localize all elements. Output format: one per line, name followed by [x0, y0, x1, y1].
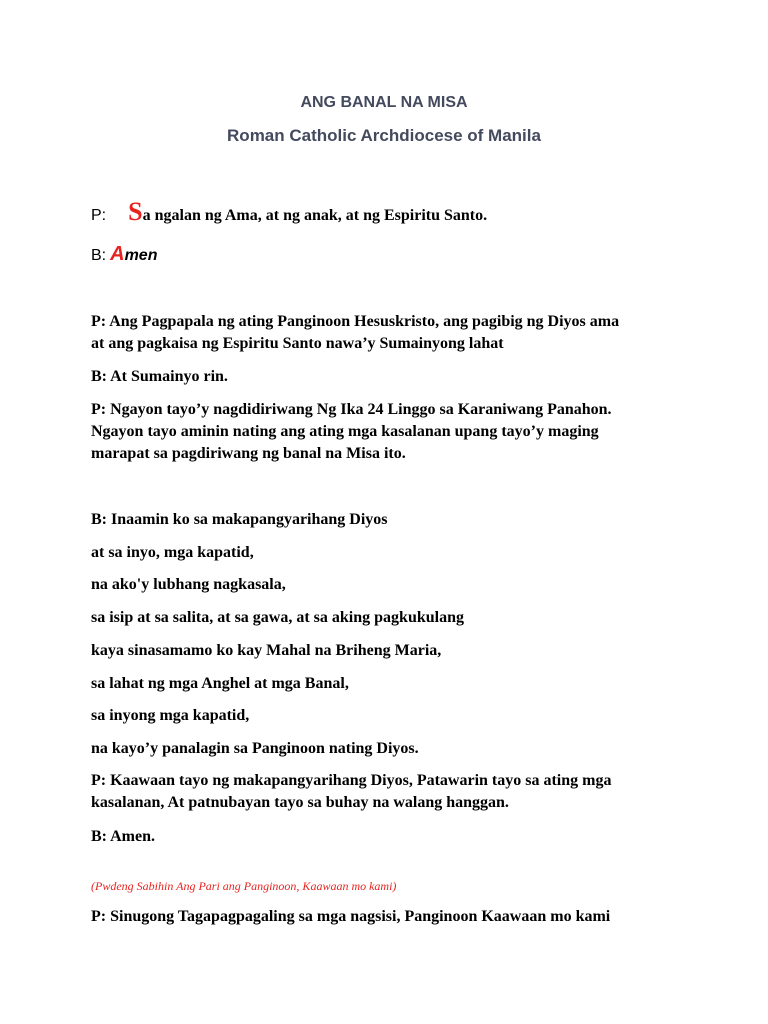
- paragraph-line: B: At Sumainyo rin.: [91, 368, 228, 385]
- paragraph-line: at ang pagkaisa ng Espiritu Santo nawa’y Sumainyong lahat: [91, 335, 504, 352]
- page-title: ANG BANAL NA MISA: [300, 94, 468, 111]
- amen-text: men: [124, 247, 158, 264]
- paragraph-line: Ngayon tayo aminin nating ang ating mga kasalanan upang tayo’y maging: [91, 423, 599, 440]
- confiteor-line: na kayo’y panalagin sa Panginoon nating Diyos.: [91, 740, 419, 757]
- speaker-label: B:: [91, 247, 107, 264]
- rubric-note: (Pwdeng Sabihin Ang Pari ang Panginoon, Kaawaan mo kami): [91, 879, 397, 893]
- confiteor-line: B: Inaamin ko sa makapangyarihang Diyos: [91, 511, 388, 528]
- paragraph-line: P: Sinugong Tagapagpagaling sa mga nagsisi, Panginoon Kaawaan mo kami: [91, 908, 611, 925]
- invocation-line: [91, 197, 691, 227]
- confiteor-line: sa isip at sa salita, at sa gawa, at sa aking pagkukulang: [91, 609, 464, 626]
- speaker-label: P:: [91, 207, 107, 224]
- drop-cap: S: [128, 197, 143, 226]
- confiteor-line: sa inyong mga kapatid,: [91, 707, 250, 724]
- paragraph-line: P: Ang Pagpapala ng ating Panginoon Hesuskristo, ang pagibig ng Diyos ama: [91, 313, 620, 330]
- amen-line: [91, 243, 691, 267]
- paragraph-line: P: Kaawaan tayo ng makapangyarihang Diyos, Patawarin tayo sa ating mga: [91, 772, 612, 789]
- paragraph-line: kasalanan, At patnubayan tayo sa buhay na walang hanggan.: [91, 794, 509, 811]
- drop-cap: A: [110, 243, 125, 265]
- confiteor-line: at sa inyo, mga kapatid,: [91, 544, 254, 561]
- confiteor-line: kaya sinasamamo ko kay Mahal na Briheng Maria,: [91, 642, 442, 659]
- paragraph-line: marapat sa pagdiriwang ng banal na Misa ito.: [91, 445, 406, 462]
- confiteor-line: sa lahat ng mga Anghel at mga Banal,: [91, 675, 349, 692]
- page-subtitle: Roman Catholic Archdiocese of Manila: [227, 126, 541, 145]
- confiteor-line: na ako'y lubhang nagkasala,: [91, 576, 286, 593]
- paragraph-line: P: Ngayon tayo’y nagdidiriwang Ng Ika 24 Linggo sa Karaniwang Panahon.: [91, 401, 612, 418]
- paragraph-line: B: Amen.: [91, 828, 155, 845]
- invocation-text: a ngalan ng Ama, at ng anak, at ng Espiritu Santo.: [142, 207, 488, 224]
